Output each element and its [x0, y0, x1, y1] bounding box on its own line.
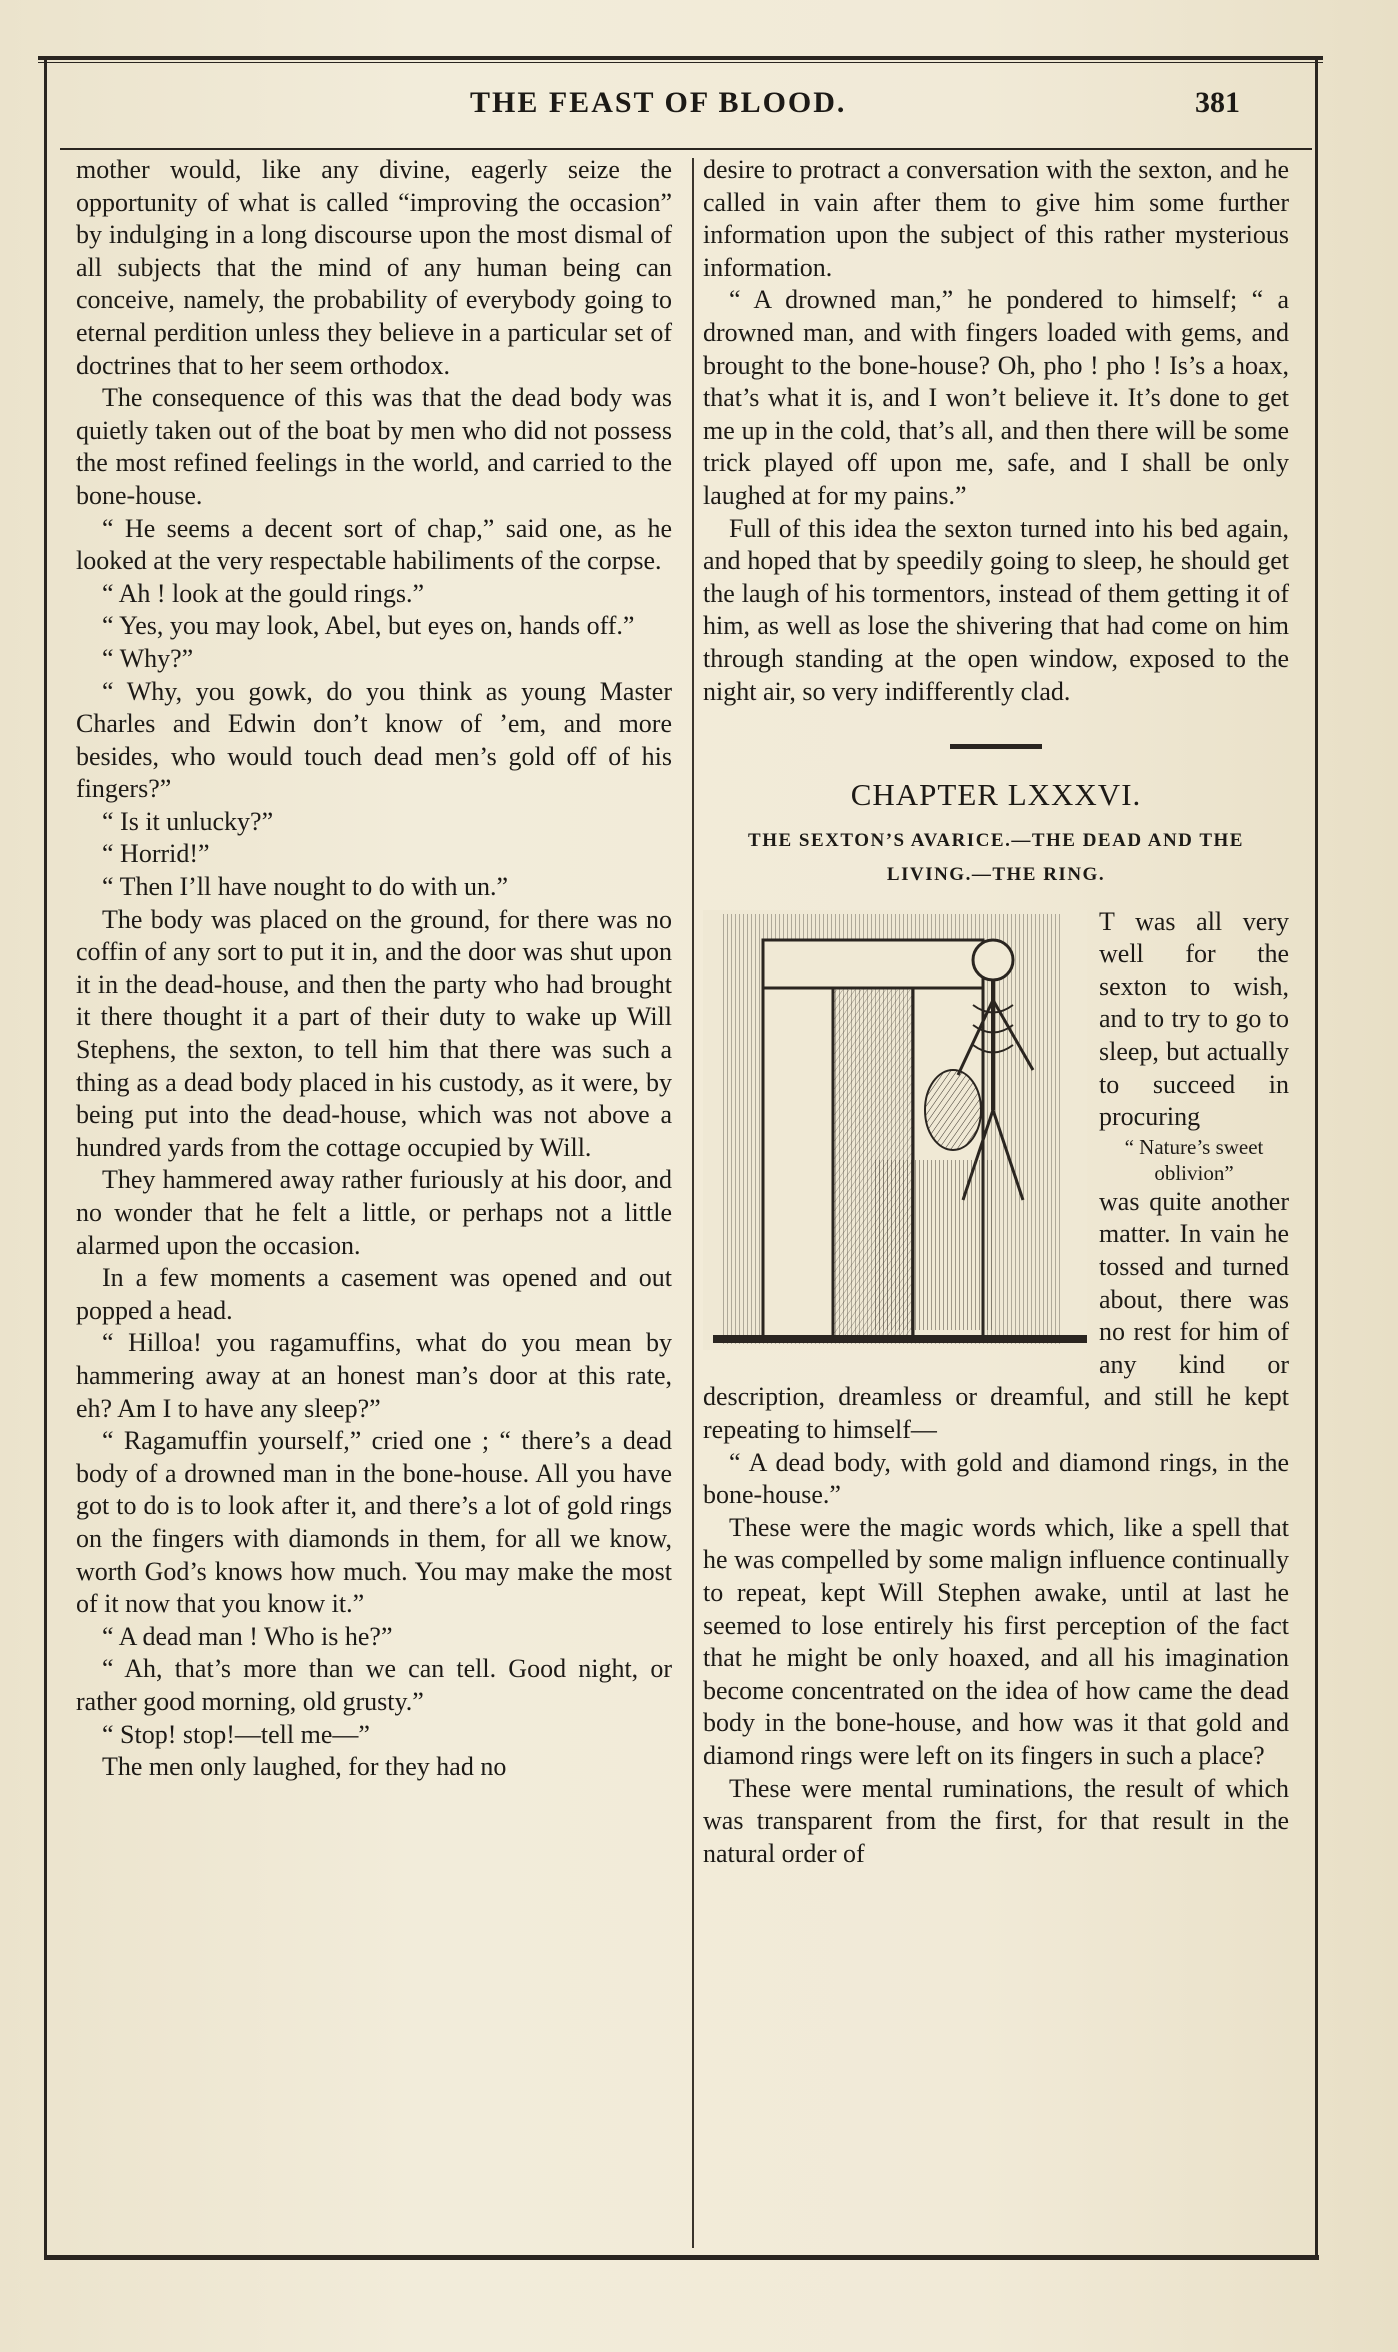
- paragraph: “ Horrid!”: [102, 839, 210, 869]
- chapter-title: CHAPTER LXXXVI.: [850, 777, 1142, 813]
- paragraph: These were the magic words which, like a spell that he was compelled by some malign influence continually to repeat, kept Will Stephen awake, until at last he seemed to lose entirely his first perception of the fact that he might be only hoaxed, and all his imagination become concentrated on the idea of how came the dead body in the bone-house, and how was it that gold and diamond rings were left on its fingers in such a place?: [703, 1512, 1289, 1770]
- paragraph: In a few moments a casement was opened and out popped a head.: [76, 1263, 672, 1325]
- paragraph: Full of this idea the sexton turned into his bed again, and hoped that by speedily going to sleep, he should get the laugh of his tormentors, instead of them getting it of him, as well as lose the shivering that had come on him through standing at the open window, exposed to the night air, so very indifferently clad.: [703, 513, 1289, 706]
- paragraph: The men only laughed, for they had no: [102, 1752, 507, 1782]
- right-column: [703, 154, 1289, 1870]
- paragraph: The body was placed on the ground, for there was no coffin of any sort to put it in, and the door was shut upon it in the dead-house, and then the party who had brought it there thought it a part of their duty to wake up Will Stephens, the sexton, to tell him that there was such a thing as a dead body placed in his custody, as it were, by being put into the dead-house, which was not above a hundred yards from the cottage occupied by Will.: [76, 904, 672, 1162]
- skeleton-woodcut-icon: [703, 910, 1087, 1350]
- paragraph: mother would, like any divine, eagerly seize the opportunity of what is called “improving the occasion” by indulging in a long discourse upon the most dismal of all subjects that the mind of any human being can conceive, namely, the probability of everybody going to eternal perdition unless they believe in a particular set of doctrines that to her seem orthodox.: [76, 155, 672, 380]
- top-border-rule: [38, 56, 1323, 60]
- paragraph: “ A dead man ! Who is he?”: [102, 1621, 393, 1651]
- column-separator: [692, 158, 694, 2248]
- paragraph: “ A dead body, with gold and diamond rings, in the bone-house.”: [703, 1447, 1289, 1510]
- paragraph: “ He seems a decent sort of chap,” said one, as he looked at the very respectable habiliments of the corpse.: [76, 513, 672, 576]
- paragraph: was quite another matter. In vain he tossed and turned about, there was no rest for him of any kind or description, dreamless or dreamful, and still he kept repeating to himself—: [703, 1186, 1289, 1444]
- header-rule: [60, 148, 1312, 150]
- paragraph: “ Ah, that’s more than we can tell. Good night, or rather good morning, old grusty.”: [76, 1654, 672, 1716]
- paragraph: They hammered away rather furiously at his door, and no wonder that he felt a little, or perhaps not a little alarmed upon the occasion.: [76, 1165, 672, 1260]
- chapter-opening-text: T was all very well for the sexton to wish, and to try to go to sleep, but actually to succeed in procuring: [1099, 906, 1289, 1132]
- paragraph: “ Ah ! look at the gould rings.”: [102, 578, 425, 608]
- paragraph: “ Ragamuffin yourself,” cried one ; “ there’s a dead body of a drowned man in the bone-house. All you have got to do is to look after it, and there’s a lot of gold rings on the fingers with diamonds in them, for all we know, worth God’s knows how much. You may make the most of it now that you know it.”: [76, 1426, 672, 1619]
- paragraph: “ Why?”: [102, 643, 194, 673]
- paragraph: These were mental ruminations, the result of which was transparent from the first, for that result in the natural order of: [703, 1773, 1289, 1868]
- left-column: [76, 154, 672, 1784]
- right-border-rule: [1315, 60, 1318, 2260]
- left-border-rule: [44, 60, 47, 2260]
- paragraph: “ Why, you gowk, do you think as young Master Charles and Edwin don’t know of ’em, and more besides, who would touch dead men’s gold off of his fingers?”: [76, 676, 672, 804]
- page-number: 381: [1195, 86, 1240, 119]
- top-border-rule-thin: [38, 62, 1323, 63]
- paragraph: “ Is it unlucky?”: [102, 806, 274, 836]
- paragraph: “ Hilloa! you ragamuffins, what do you mean by hammering away at an honest man’s door at this rate, eh? Am I to have any sleep?”: [76, 1328, 672, 1423]
- paragraph: “ Then I’ll have nought to do with un.”: [102, 872, 509, 902]
- paragraph: desire to protract a conversation with the sexton, and he called in vain after them to give him some further information upon the subject of this rather mysterious information.: [703, 155, 1289, 282]
- quotation: “ Nature’s sweet oblivion”: [1124, 1134, 1264, 1185]
- paragraph: The consequence of this was that the dead body was quietly taken out of the boat by men who did not possess the most refined feelings in the world, and carried to the bone-house.: [76, 383, 672, 510]
- chapter-divider: [950, 744, 1042, 749]
- footer-rule: [44, 2255, 1319, 2260]
- paragraph: “ Stop! stop!—tell me—”: [102, 1719, 370, 1749]
- paragraph: “ A drowned man,” he pondered to himself; “ a drowned man, and with fingers loaded with gems, and brought to the bone-house? Oh, pho ! pho ! Is’s a hoax, that’s what it is, and I won’t believe it. It’s done to get me up in the cold, that’s all, and then there will be some trick played off upon me, safe, and I shall be only laughed at for my pains.”: [703, 285, 1289, 510]
- paragraph: “ Yes, you may look, Abel, but eyes on, hands off.”: [102, 611, 635, 641]
- running-title: THE FEAST OF BLOOD.: [470, 86, 847, 119]
- chapter-summary: THE SEXTON’S AVARICE.—THE DEAD AND THE LIVING.—THE RING.: [748, 829, 1244, 885]
